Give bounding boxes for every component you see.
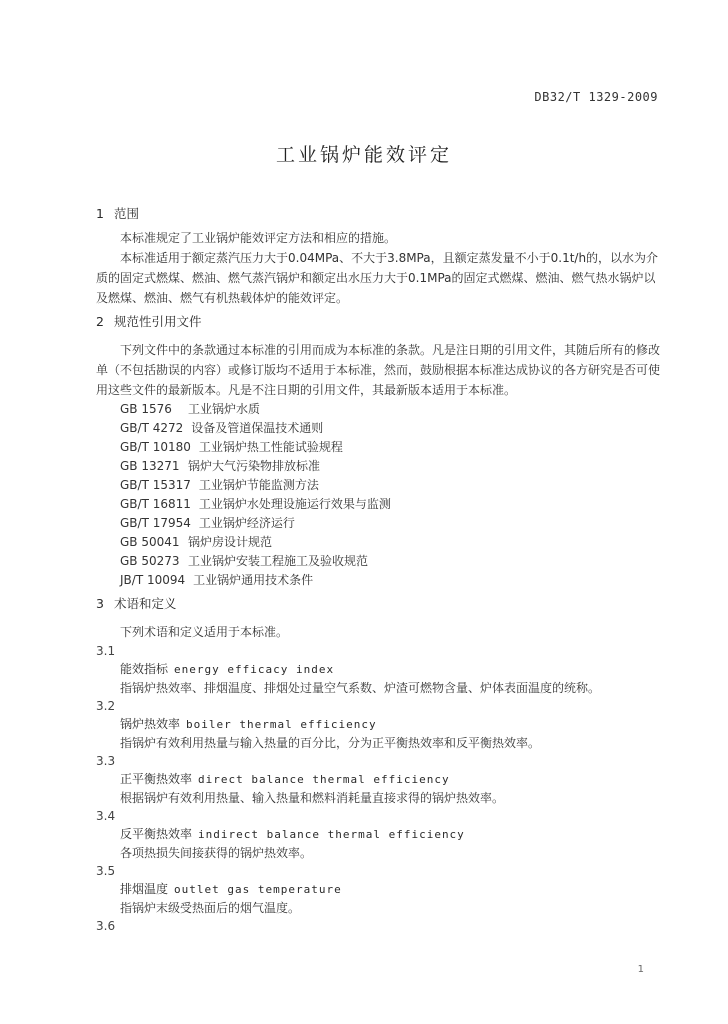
reference-list [96, 400, 666, 590]
section-heading-scope: 1 范围 [96, 206, 140, 221]
term-name: 锅炉热效率 boiler thermal efficiency [120, 717, 377, 731]
term-entry [96, 807, 666, 862]
standard-code: DB32/T 1329-2009 [534, 90, 658, 104]
list-item: GB 50273 工业锅炉安装工程施工及验收规范 [120, 554, 369, 568]
list-item: GB/T 16811 工业锅炉水处理设施运行效果与监测 [120, 497, 391, 511]
term-number: 3.2 [96, 699, 116, 713]
term-number: 3.4 [96, 809, 116, 823]
paragraph: 本标准规定了工业锅炉能效评定方法和相应的措施。 [120, 231, 397, 245]
paragraph: 本标准适用于额定蒸汽压力大于0.04MPa、不大于3.8MPa，且额定蒸发量不小于0.1t/h的，以水为介质的固定式燃煤、燃油、燃气蒸汽锅炉和额定出水压力大于0.1MPa的固定式燃煤、燃油、燃气热水锅炉以及燃煤、燃油、燃气有机热载体炉的能效评定。 [96, 251, 659, 305]
section-heading-terms: 3 术语和定义 [96, 596, 177, 611]
term-number: 3.6 [96, 919, 116, 933]
term-entry [96, 862, 666, 917]
list-item: GB/T 17954 工业锅炉经济运行 [120, 516, 295, 530]
document-body [96, 206, 666, 935]
term-entry [96, 752, 666, 807]
term-name: 排烟温度 outlet gas temperature [120, 882, 342, 896]
page-number: 1 [637, 964, 644, 975]
list-item: GB/T 15317 工业锅炉节能监测方法 [120, 478, 319, 492]
list-item: GB 13271 锅炉大气污染物排放标准 [120, 459, 321, 473]
paragraph: 下列文件中的条款通过本标准的引用而成为本标准的条款。凡是注日期的引用文件，其随后所有的修改单（不包括勘误的内容）或修订版均不适用于本标准，然而，鼓励根据本标准达成协议的各方研究是否可使用这些文件的最新版本。凡是不注日期的引用文件，其最新版本适用于本标准。 [96, 343, 661, 397]
term-definition: 指锅炉末级受热面后的烟气温度。 [120, 901, 301, 915]
document-title: 工业锅炉能效评定 [275, 144, 452, 166]
list-item: GB/T 4272 设备及管道保温技术通则 [120, 421, 324, 435]
term-entry [96, 642, 666, 697]
term-definition: 指锅炉有效利用热量与输入热量的百分比，分为正平衡热效率和反平衡热效率。 [120, 736, 541, 750]
term-number: 3.3 [96, 754, 116, 768]
list-item: GB 50041 锅炉房设计规范 [120, 535, 273, 549]
section-heading-normative-references: 2 规范性引用文件 [96, 314, 202, 329]
term-definition: 根据锅炉有效利用热量、输入热量和燃料消耗量直接求得的锅炉热效率。 [120, 791, 505, 805]
term-name: 正平衡热效率 direct balance thermal efficiency [120, 772, 450, 786]
term-number: 3.5 [96, 864, 116, 878]
term-definition: 各项热损失间接获得的锅炉热效率。 [120, 846, 313, 860]
term-name: 能效指标 energy efficacy index [120, 662, 335, 676]
term-name: 反平衡热效率 indirect balance thermal efficiency [120, 827, 465, 841]
list-item: GB/T 10180 工业锅炉热工性能试验规程 [120, 440, 343, 454]
term-definition: 指锅炉热效率、排烟温度、排烟处过量空气系数、炉渣可燃物含量、炉体表面温度的统称。 [120, 681, 601, 695]
term-number: 3.1 [96, 644, 116, 658]
paragraph: 下列术语和定义适用于本标准。 [120, 625, 289, 639]
list-item: JB/T 10094 工业锅炉通用技术条件 [120, 573, 314, 587]
term-entry [96, 697, 666, 752]
list-item: GB 1576 工业锅炉水质 [120, 402, 261, 416]
